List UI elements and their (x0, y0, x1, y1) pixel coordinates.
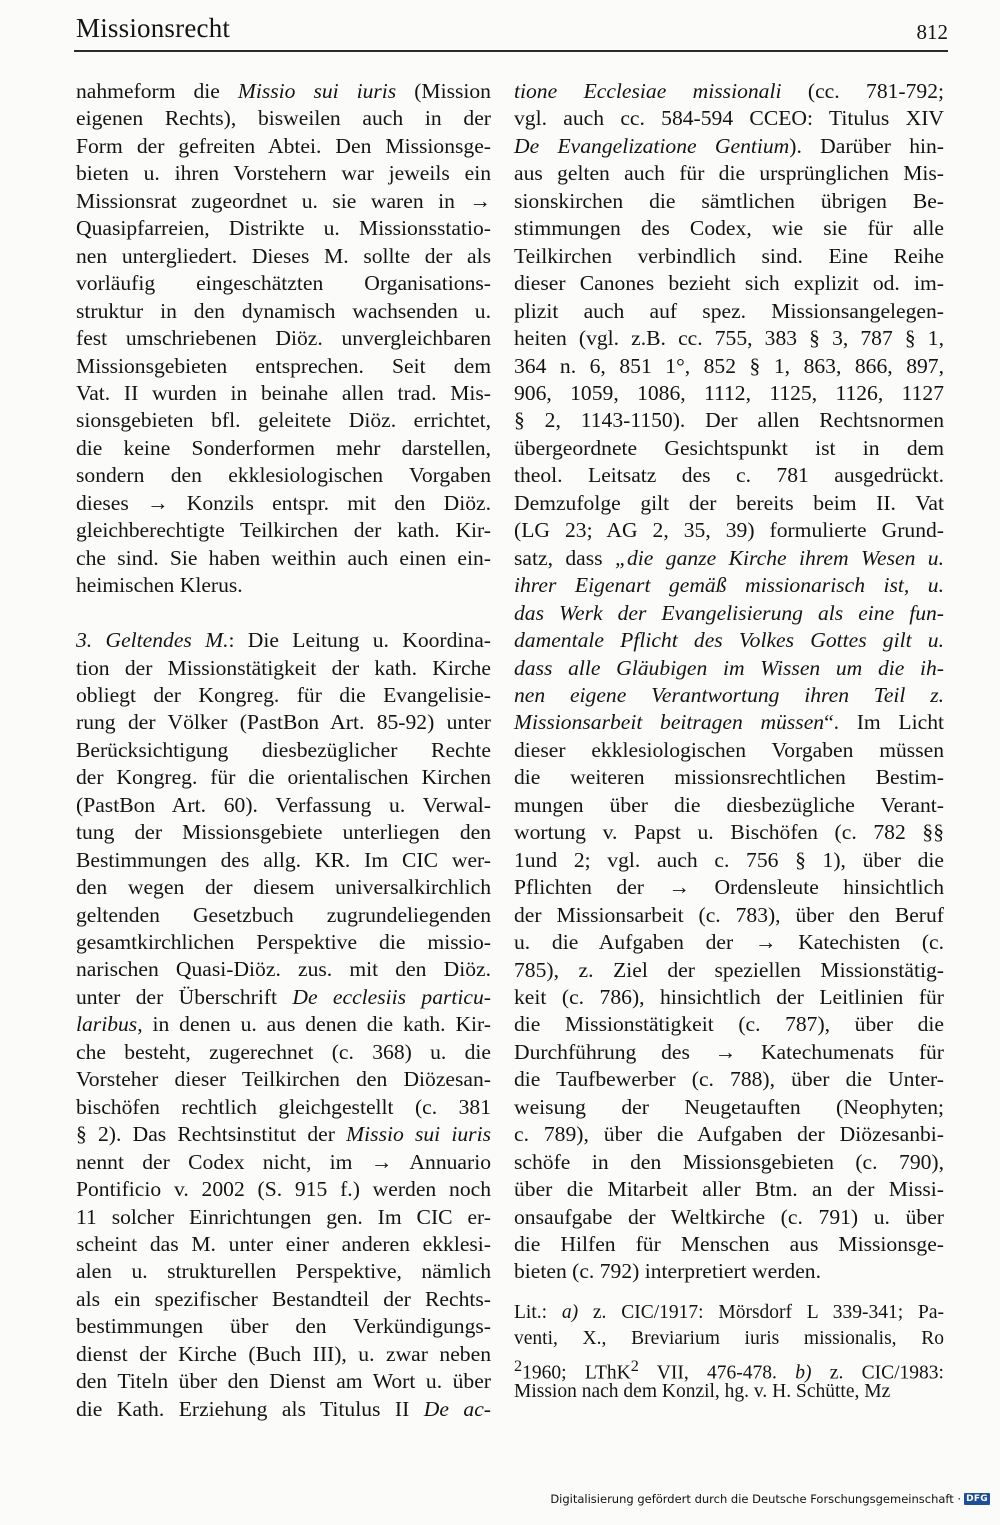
text-line: Mission nach dem Konzil, hg. v. H. Schütte, Mz (514, 1381, 891, 1403)
text-line: ihrer Eigenart gemäß missionarisch ist, u. (514, 573, 944, 598)
text-line: bestimmungen über den Verkündigungs- (76, 1314, 491, 1339)
text-line: Berücksichtigung diesbezüglicher Rechte (76, 737, 491, 762)
text-line: plizit auch auf spez. Missionsangelegen- (514, 298, 944, 323)
text-line: rung der Völker (PastBon Art. 85-92) unter (76, 710, 491, 735)
text-line: sionskirchen die sämtlichen übrigen Be- (514, 188, 944, 213)
text-line: die weiteren missionsrechtlichen Bestim- (514, 765, 944, 790)
text-line: obliegt der Kongreg. für die Evangelisie- (76, 682, 491, 707)
text-line: tung der Missionsgebiete unterliegen den (76, 820, 491, 845)
text-line: bieten (c. 792) interpretiert werden. (514, 1259, 821, 1284)
text-line: Missionsrat zugeordnet u. sie waren in → (76, 188, 491, 213)
text-line: (PastBon Art. 60). Verfassung u. Verwal- (76, 792, 491, 817)
text-line: dieser ekklesiologischen Vorgaben müssen (514, 737, 944, 762)
right-text-column (514, 78, 944, 1406)
text-line: scheint das M. unter einer anderen ekklesi- (76, 1232, 491, 1257)
text-line: tione Ecclesiae missionali (cc. 781-792; (514, 79, 944, 103)
paragraph-gap (76, 600, 491, 627)
text-line: als ein spezifischer Bestandteil der Rechts- (76, 1286, 491, 1311)
text-line: die keine Sonderformen mehr darstellen, (76, 435, 491, 460)
text-line: heimischen Klerus. (76, 573, 243, 598)
text-line: laribus, in denen u. aus denen die kath. Kir- (76, 1012, 491, 1037)
text-line: die Missionstätigkeit (c. 787), über die (514, 1012, 944, 1037)
text-line: dieser Canones bezieht sich explizit od. im- (514, 271, 944, 296)
text-line: 364 n. 6, 851 1°, 852 § 1, 863, 866, 897, (514, 353, 944, 378)
text-line: Bestimmungen des allg. KR. Im CIC wer- (76, 847, 491, 872)
header-rule (74, 50, 948, 52)
text-line: dienst der Kirche (Buch III), u. zwar neben (76, 1341, 491, 1366)
text-line: satz, dass „die ganze Kirche ihrem Wesen u. (514, 545, 944, 570)
text-line: c. 789), über die Aufgaben der Diözesanbi- (514, 1122, 944, 1147)
literature-block (514, 1300, 944, 1406)
text-line: vgl. auch cc. 584-594 CCEO: Titulus XIV (514, 106, 944, 131)
text-line: bischöfen rechtlich gleichgestellt (c. 381 (76, 1094, 491, 1119)
text-line: dass alle Gläubigen im Wissen um die ih- (514, 655, 944, 680)
text-line: 11 solcher Einrichtungen gen. Im CIC er- (76, 1204, 491, 1229)
text-line: 3. Geltendes M.: Die Leitung u. Koordina- (76, 628, 491, 653)
text-line: Quasipfarreien, Distrikte u. Missionsstatio- (76, 216, 491, 241)
text-line: eigenen Rechts), bisweilen auch in der (76, 106, 491, 131)
text-line: das Werk der Evangelisierung als eine fun- (514, 600, 944, 625)
text-line: nen untergliedert. Dieses M. sollte der als (76, 243, 491, 268)
text-line: Missionsarbeit beitragen müssen“. Im Licht (514, 710, 944, 735)
text-line: die Hilfen für Menschen aus Missionsge- (514, 1232, 944, 1257)
text-line: über die Mitarbeit aller Btm. an der Missi- (514, 1177, 944, 1202)
text-line: mungen über die diesbezügliche Verant- (514, 792, 944, 817)
text-line: che sind. Sie haben weithin auch einen ein- (76, 545, 491, 570)
text-line: Vat. II wurden in beinahe allen trad. Mis- (76, 380, 491, 405)
text-line: Durchführung des → Katechumenats für (514, 1039, 944, 1064)
text-line: Vorsteher dieser Teilkirchen den Diözesan- (76, 1067, 491, 1092)
text-line: sondern den ekklesiologischen Vorgaben (76, 463, 491, 488)
text-line: u. die Aufgaben der → Katechisten (c. (514, 930, 944, 955)
footer-credit: Digitalisierung gefördert durch die Deutsche Forschungsgemeinschaft · (550, 1492, 962, 1506)
header-title: Missionsrecht (76, 13, 231, 43)
text-line: tion der Missionstätigkeit der kath. Kirche (76, 655, 491, 680)
text-line: § 2). Das Rechtsinstitut der Missio sui iuris (76, 1122, 491, 1147)
text-line: übergeordnete Gesichtspunkt ist in dem (514, 435, 944, 460)
text-line: venti, X., Breviarium iuris missionalis, Ro (514, 1328, 944, 1350)
text-line: Lit.: a) z. CIC/1917: Mörsdorf L 339-341; Pa- (514, 1301, 944, 1323)
text-line: unter der Überschrift De ecclesiis particu- (76, 984, 491, 1009)
text-line: Form der gefreiten Abtei. Den Missionsge- (76, 133, 491, 158)
text-line: (LG 23; AG 2, 35, 39) formulierte Grund- (514, 518, 944, 543)
text-line: Demzufolge gilt der bereits beim II. Vat (514, 490, 944, 515)
text-line: gleichberechtigte Teilkirchen der kath. Kir- (76, 518, 491, 543)
dfg-logo: DFG (966, 1494, 988, 1504)
text-line: 1und 2; vgl. auch c. 756 § 1), über die (514, 847, 944, 872)
text-line: alen u. strukturellen Perspektive, nämlich (76, 1259, 491, 1284)
text-line: gesamtkirchlichen Perspektive die missio- (76, 930, 491, 955)
text-line: struktur in den dynamisch wachsenden u. (76, 298, 491, 323)
text-line: aus gelten auch für die ursprünglichen Mis- (514, 161, 944, 186)
text-line: die Kath. Erziehung als Titulus II De ac- (76, 1396, 491, 1421)
text-line: der Kongreg. für die orientalischen Kirchen (76, 765, 491, 790)
text-line: vorläufig eingeschätzten Organisations- (76, 271, 491, 296)
left-text-column (76, 78, 491, 1423)
text-line: die Taufbewerber (c. 788), über die Unter- (514, 1067, 944, 1092)
text-line: $^2$1960; LThK$^2$ VII, 476-478. b) z. CIC/1983: (514, 1356, 944, 1384)
text-line: Missionsgebieten entsprechen. Seit dem (76, 353, 491, 378)
text-line: geltenden Gesetzbuch zugrundeliegenden (76, 902, 491, 927)
text-line: 906, 1059, 1086, 1112, 1125, 1126, 1127 (514, 380, 944, 405)
text-line: § 2, 1143-1150). Der allen Rechtsnormen (514, 408, 944, 433)
text-line: weisung der Neugetauften (Neophyten; (514, 1094, 944, 1119)
text-line: damentale Pflicht des Volkes Gottes gilt u. (514, 628, 944, 653)
text-line: nennt der Codex nicht, im → Annuario (76, 1149, 491, 1174)
text-line: bieten u. ihren Vorstehern war jeweils ein (76, 161, 491, 186)
text-line: nahmeform die Missio sui iuris (Mission (76, 79, 491, 103)
text-line: den wegen der diesem universalkirchlich (76, 875, 491, 900)
text-line: wortung v. Papst u. Bischöfen (c. 782 §§ (514, 820, 944, 845)
text-line: dieses → Konzils entspr. mit den Diöz. (76, 490, 491, 515)
text-line: Pontificio v. 2002 (S. 915 f.) werden noch (76, 1177, 491, 1202)
text-line: den Titeln über den Dienst am Wort u. über (76, 1369, 491, 1394)
text-line: De Evangelizatione Gentium). Darüber hin- (514, 133, 944, 158)
text-line: che besteht, zugerechnet (c. 368) u. die (76, 1039, 491, 1064)
text-line: sionsgebieten bfl. geleitete Diöz. errichtet, (76, 408, 491, 433)
text-line: stimmungen des Codex, wie sie für alle (514, 216, 944, 241)
text-line: nen eigene Verantwortung ihren Teil z. (514, 682, 944, 707)
text-line: theol. Leitsatz des c. 781 ausgedrückt. (514, 463, 944, 488)
page-number: 812 (916, 20, 948, 44)
text-line: der Missionsarbeit (c. 783), über den Beruf (514, 902, 944, 927)
text-line: keit (c. 786), hinsichtlich der Leitlinien für (514, 984, 944, 1009)
text-line: Pflichten der → Ordensleute hinsichtlich (514, 875, 944, 900)
text-line: onsaufgabe der Weltkirche (c. 791) u. über (514, 1204, 944, 1229)
text-line: Teilkirchen verbindlich sind. Eine Reihe (514, 243, 944, 268)
text-line: 785), z. Ziel der speziellen Missionstätig- (514, 957, 944, 982)
text-line: schöfe in den Missionsgebieten (c. 790), (514, 1149, 944, 1174)
text-line: narischen Quasi-Diöz. zus. mit den Diöz. (76, 957, 491, 982)
right-column-body (514, 78, 944, 1286)
text-line: fest umschriebenen Diöz. unvergleichbaren (76, 326, 491, 351)
text-line: heiten (vgl. z.B. cc. 755, 383 § 3, 787 § 1, (514, 326, 944, 351)
page-footer (550, 1492, 990, 1506)
